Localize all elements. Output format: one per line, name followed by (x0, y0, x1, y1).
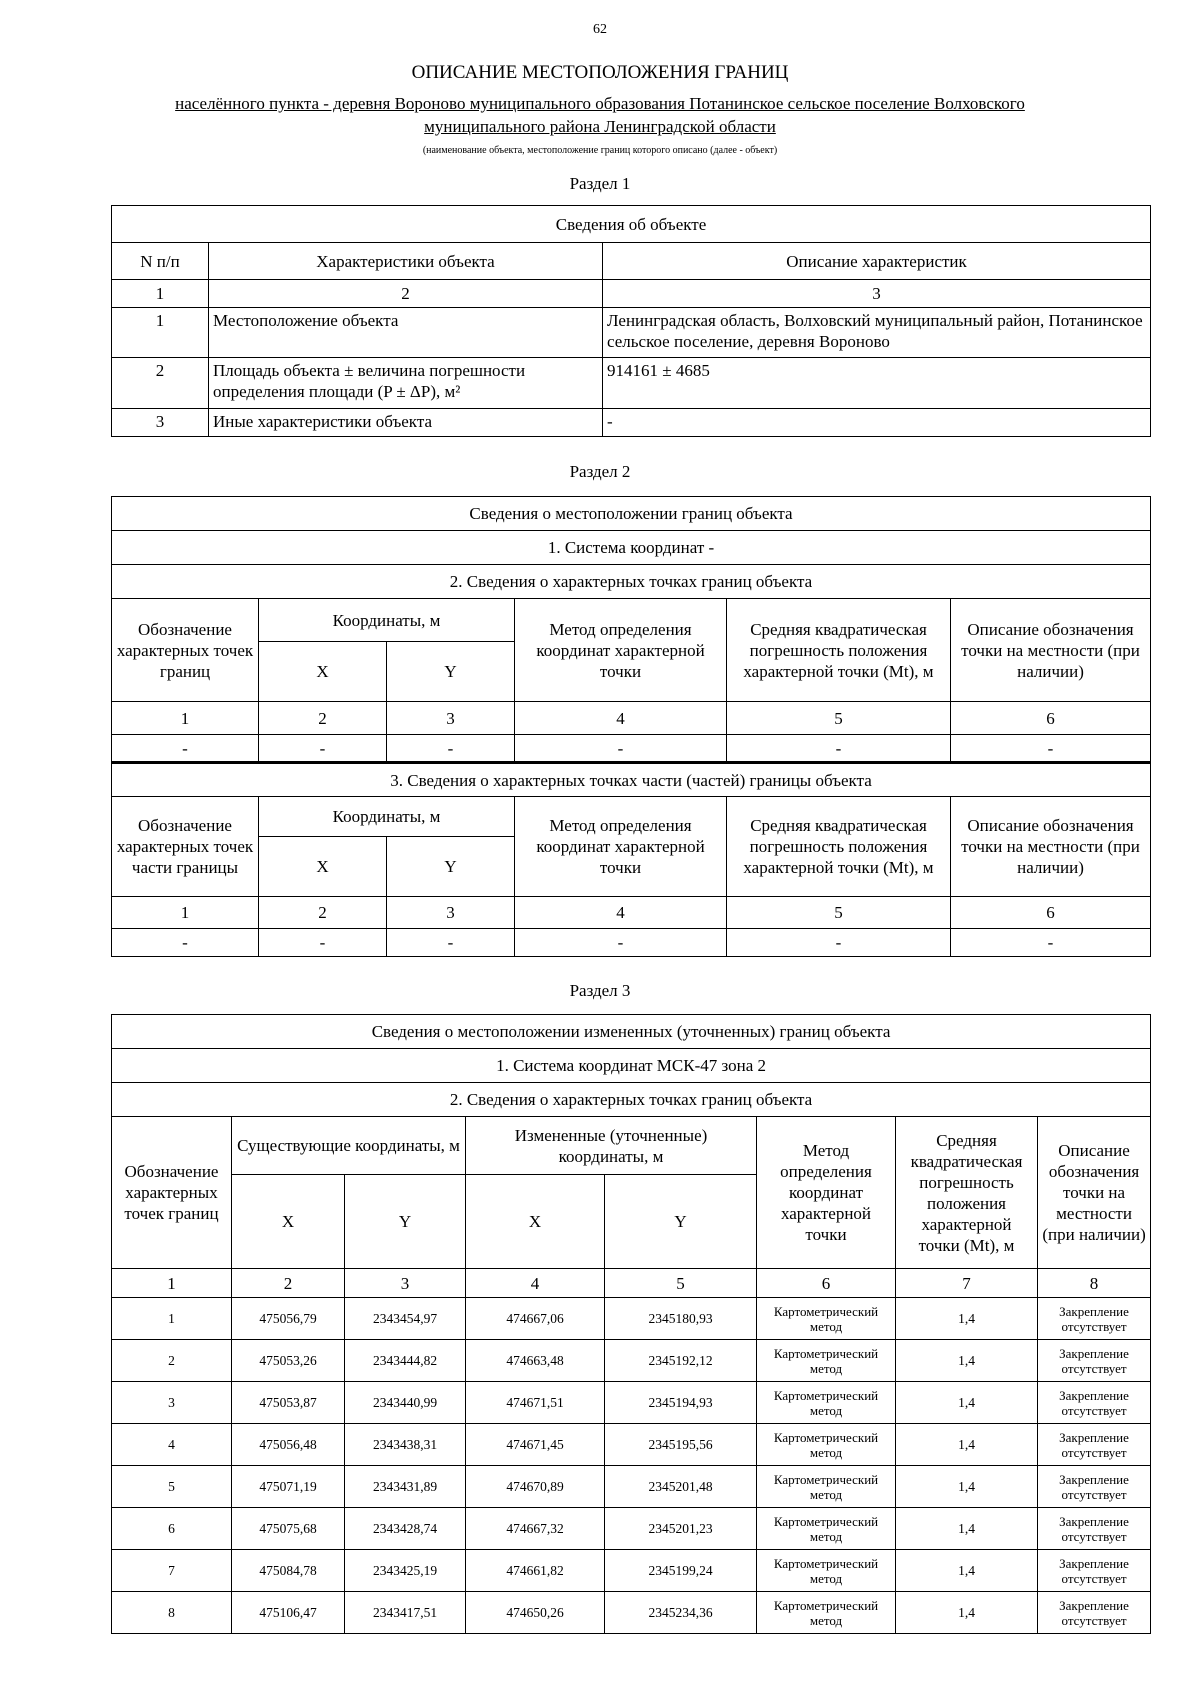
table-row (112, 358, 1151, 409)
s3-existing-x: 475053,87 (232, 1382, 345, 1424)
s2-h-method: Метод определения координат характерной точки (515, 599, 727, 702)
s3-method: Картометрический метод (757, 1298, 896, 1340)
s2-empty-cell: - (727, 929, 951, 957)
s3-changed-y: 2345199,24 (605, 1550, 757, 1592)
s2-h-error: Средняя квадратическая погрешность положения характерной точки (Mt), м (727, 797, 951, 897)
section-2-label: Раздел 2 (569, 462, 631, 481)
s2-empty-cell: - (951, 735, 1151, 763)
s3-changed-x: 474667,32 (466, 1508, 605, 1550)
s2-part3-title: 3. Сведения о характерных точках части (частей) границы объекта (112, 763, 1151, 797)
s3-method: Картометрический метод (757, 1340, 896, 1382)
s2-empty-cell: - (387, 735, 515, 763)
s3-changed-x: 474671,51 (466, 1382, 605, 1424)
s2-colnum: 3 (387, 897, 515, 929)
section-3-table (111, 1014, 1151, 1634)
s3-existing-y: 2343444,82 (345, 1340, 466, 1382)
s3-changed-y: 2345201,48 (605, 1466, 757, 1508)
s3-colnum: 4 (466, 1269, 605, 1298)
s1-colnum: 2 (209, 280, 603, 308)
s2-part2-title: 2. Сведения о характерных точках границ объекта (112, 565, 1151, 599)
table-row (112, 929, 1151, 957)
s2-colnum: 5 (727, 897, 951, 929)
s1-colnum: 1 (112, 280, 209, 308)
s2-colnum: 3 (387, 702, 515, 735)
s2-empty-cell: - (951, 929, 1151, 957)
s3-changed-y: 2345201,23 (605, 1508, 757, 1550)
s3-point-id: 5 (112, 1466, 232, 1508)
s3-point-desc: Закрепление отсутствует (1038, 1466, 1151, 1508)
s2-empty-cell: - (259, 735, 387, 763)
s3-h-y-existing: Y (345, 1175, 466, 1269)
s3-existing-x: 475075,68 (232, 1508, 345, 1550)
s3-existing-x: 475084,78 (232, 1550, 345, 1592)
s1-header-desc: Описание характеристик (603, 243, 1151, 280)
s3-h-desc: Описание обозначения точки на местности (при наличии) (1038, 1117, 1151, 1269)
s2-colnum: 1 (112, 702, 259, 735)
s3-error: 1,4 (896, 1298, 1038, 1340)
s3-existing-x: 475071,19 (232, 1466, 345, 1508)
s2-h-points: Обозначение характерных точек границ (112, 599, 259, 702)
s3-colnum: 1 (112, 1269, 232, 1298)
s3-h-x-changed: X (466, 1175, 605, 1269)
s3-error: 1,4 (896, 1550, 1038, 1592)
s3-error: 1,4 (896, 1592, 1038, 1634)
s2-h-x: X (259, 837, 387, 897)
table-row (112, 1424, 1151, 1466)
s3-existing-y: 2343440,99 (345, 1382, 466, 1424)
s3-changed-y: 2345195,56 (605, 1424, 757, 1466)
subtitle-line-1: населённого пункта - деревня Вороново муниципального образования Потанинское сельское поселение Волховского (175, 94, 1025, 113)
s3-point-desc: Закрепление отсутствует (1038, 1550, 1151, 1592)
subtitle-line-2: муниципального района Ленинградской области (424, 117, 776, 136)
table-row (112, 1508, 1151, 1550)
s3-point-desc: Закрепление отсутствует (1038, 1424, 1151, 1466)
s3-method: Картометрический метод (757, 1550, 896, 1592)
section-1-label: Раздел 1 (569, 174, 631, 193)
s3-colnum: 2 (232, 1269, 345, 1298)
s3-existing-y: 2343428,74 (345, 1508, 466, 1550)
s3-point-id: 8 (112, 1592, 232, 1634)
table-row (112, 1466, 1151, 1508)
subtitle-note: (наименование объекта, местоположение границ которого описано (далее - объект) (422, 145, 778, 156)
s3-method: Картометрический метод (757, 1424, 896, 1466)
s3-changed-x: 474661,82 (466, 1550, 605, 1592)
s3-existing-x: 475106,47 (232, 1592, 345, 1634)
table-row (112, 409, 1151, 437)
section-1-table (111, 205, 1151, 437)
s3-changed-y: 2345234,36 (605, 1592, 757, 1634)
s3-point-id: 4 (112, 1424, 232, 1466)
s3-h-method: Метод определения координат характерной точки (757, 1117, 896, 1269)
s3-h-points: Обозначение характерных точек границ (112, 1117, 232, 1269)
s3-h-changed: Измененные (уточненные) координаты, м (466, 1117, 757, 1175)
s2-h-coords: Координаты, м (259, 599, 515, 642)
table-row (112, 735, 1151, 763)
table-row (112, 1550, 1151, 1592)
s3-colnum: 7 (896, 1269, 1038, 1298)
s3-h-error: Средняя квадратическая погрешность положения характерной точки (Mt), м (896, 1117, 1038, 1269)
s2-colnum: 1 (112, 897, 259, 929)
s1-row-desc: - (603, 409, 1151, 437)
s2-colnum: 2 (259, 897, 387, 929)
s2-colnum: 4 (515, 702, 727, 735)
s3-coord-system: 1. Система координат МСК-47 зона 2 (112, 1049, 1151, 1083)
page-number: 62 (593, 22, 607, 37)
s3-h-existing: Существующие координаты, м (232, 1117, 466, 1175)
s2-h-error: Средняя квадратическая погрешность положения характерной точки (Mt), м (727, 599, 951, 702)
s3-method: Картометрический метод (757, 1382, 896, 1424)
s2-colnum: 6 (951, 702, 1151, 735)
s3-h-x-existing: X (232, 1175, 345, 1269)
s3-point-desc: Закрепление отсутствует (1038, 1592, 1151, 1634)
s2-empty-cell: - (259, 929, 387, 957)
s3-changed-y: 2345194,93 (605, 1382, 757, 1424)
s2-colnum: 4 (515, 897, 727, 929)
table-row (112, 308, 1151, 358)
s3-colnum: 8 (1038, 1269, 1151, 1298)
s3-existing-y: 2343425,19 (345, 1550, 466, 1592)
s3-error: 1,4 (896, 1508, 1038, 1550)
s3-method: Картометрический метод (757, 1592, 896, 1634)
s1-row-desc: 914161 ± 4685 (603, 358, 1151, 409)
s3-method: Картометрический метод (757, 1508, 896, 1550)
s3-changed-x: 474650,26 (466, 1592, 605, 1634)
section-2-table (111, 496, 1151, 957)
s3-colnum: 3 (345, 1269, 466, 1298)
s1-row-num: 2 (112, 358, 209, 409)
s3-existing-x: 475053,26 (232, 1340, 345, 1382)
table-row (112, 1592, 1151, 1634)
s3-point-id: 1 (112, 1298, 232, 1340)
s3-existing-x: 475056,79 (232, 1298, 345, 1340)
s2-h-points-part: Обозначение характерных точек части границы (112, 797, 259, 897)
s3-changed-x: 474671,45 (466, 1424, 605, 1466)
s3-existing-y: 2343454,97 (345, 1298, 466, 1340)
s3-existing-y: 2343417,51 (345, 1592, 466, 1634)
s1-row-desc: Ленинградская область, Волховский муниципальный район, Потанинское сельское поселение, деревня Вороново (603, 308, 1151, 358)
s3-h-y-changed: Y (605, 1175, 757, 1269)
table-row (112, 1298, 1151, 1340)
s3-point-id: 6 (112, 1508, 232, 1550)
s3-colnum: 5 (605, 1269, 757, 1298)
s3-point-id: 2 (112, 1340, 232, 1382)
s3-colnum: 6 (757, 1269, 896, 1298)
s3-error: 1,4 (896, 1340, 1038, 1382)
s2-h-method: Метод определения координат характерной точки (515, 797, 727, 897)
s3-point-desc: Закрепление отсутствует (1038, 1508, 1151, 1550)
s2-empty-cell: - (727, 735, 951, 763)
s3-changed-x: 474670,89 (466, 1466, 605, 1508)
s3-existing-y: 2343431,89 (345, 1466, 466, 1508)
s1-colnum: 3 (603, 280, 1151, 308)
s2-h-desc: Описание обозначения точки на местности (при наличии) (951, 599, 1151, 702)
s2-colnum: 2 (259, 702, 387, 735)
s2-h-y: Y (387, 837, 515, 897)
s3-changed-x: 474663,48 (466, 1340, 605, 1382)
s3-error: 1,4 (896, 1382, 1038, 1424)
s3-point-desc: Закрепление отсутствует (1038, 1340, 1151, 1382)
s2-h-y: Y (387, 642, 515, 702)
s1-row-name: Площадь объекта ± величина погрешности определения площади (P ± ΔP), м² (209, 358, 603, 409)
s1-row-name: Иные характеристики объекта (209, 409, 603, 437)
s3-error: 1,4 (896, 1466, 1038, 1508)
document-subtitle (100, 92, 1100, 138)
table-row (112, 1382, 1151, 1424)
s2-h-coords: Координаты, м (259, 797, 515, 837)
s3-changed-y: 2345192,12 (605, 1340, 757, 1382)
s3-point-desc: Закрепление отсутствует (1038, 1298, 1151, 1340)
s1-row-num: 1 (112, 308, 209, 358)
s2-h-desc: Описание обозначения точки на местности (при наличии) (951, 797, 1151, 897)
s3-part2-title: 2. Сведения о характерных точках границ объекта (112, 1083, 1151, 1117)
s2-table-title: Сведения о местоположении границ объекта (112, 497, 1151, 531)
s2-colnum: 5 (727, 702, 951, 735)
s3-existing-x: 475056,48 (232, 1424, 345, 1466)
s2-colnum: 6 (951, 897, 1151, 929)
s3-point-id: 3 (112, 1382, 232, 1424)
s1-row-name: Местоположение объекта (209, 308, 603, 358)
s3-changed-y: 2345180,93 (605, 1298, 757, 1340)
table-row (112, 1340, 1151, 1382)
s2-empty-cell: - (112, 735, 259, 763)
s3-method: Картометрический метод (757, 1466, 896, 1508)
s3-data-rows (112, 1298, 1151, 1634)
s3-changed-x: 474667,06 (466, 1298, 605, 1340)
s2-empty-cell: - (515, 929, 727, 957)
s1-table-title: Сведения об объекте (112, 206, 1151, 243)
s3-error: 1,4 (896, 1424, 1038, 1466)
s3-point-desc: Закрепление отсутствует (1038, 1382, 1151, 1424)
s3-point-id: 7 (112, 1550, 232, 1592)
s2-empty-cell: - (515, 735, 727, 763)
s2-empty-cell: - (112, 929, 259, 957)
s2-h-x: X (259, 642, 387, 702)
s1-header-num: N п/п (112, 243, 209, 280)
document-title: ОПИСАНИЕ МЕСТОПОЛОЖЕНИЯ ГРАНИЦ (411, 62, 789, 83)
s1-row-num: 3 (112, 409, 209, 437)
s2-coord-system: 1. Система координат - (112, 531, 1151, 565)
s3-table-title: Сведения о местоположении измененных (уточненных) границ объекта (112, 1015, 1151, 1049)
s2-empty-cell: - (387, 929, 515, 957)
section-3-label: Раздел 3 (569, 981, 631, 1000)
s1-header-name: Характеристики объекта (209, 243, 603, 280)
s3-existing-y: 2343438,31 (345, 1424, 466, 1466)
